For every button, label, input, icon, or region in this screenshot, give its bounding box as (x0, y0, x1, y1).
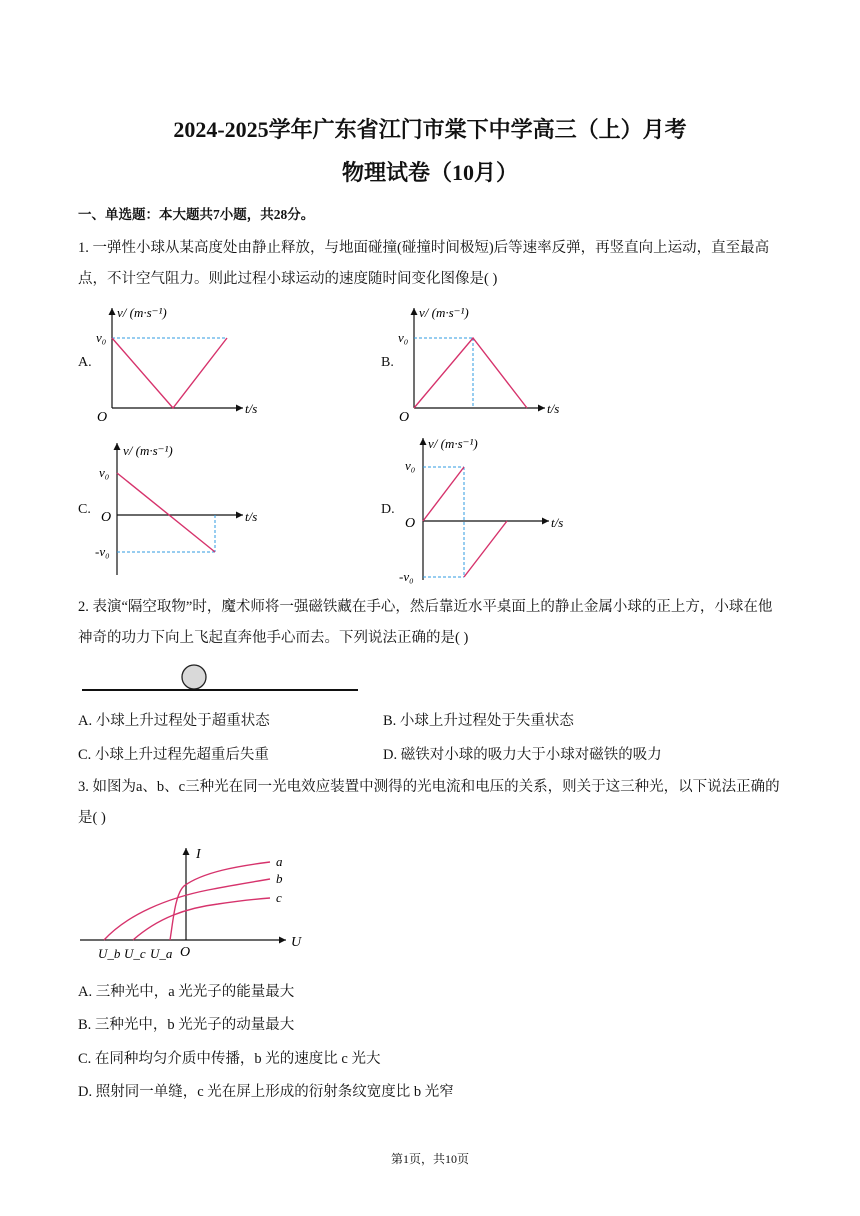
q1-graph-c (95, 435, 275, 580)
uc-label: U_c (124, 946, 146, 961)
q3-option-c: C. 在同种均匀介质中传播，b 光的速度比 c 光大 (78, 1051, 381, 1067)
q1-graph-d (397, 430, 577, 585)
v0-label: v₀ (96, 330, 107, 345)
y-axis-label: v/ (m·s⁻¹) (117, 305, 167, 320)
velocity-line (112, 338, 227, 408)
neg-v0-label: -v₀ (399, 569, 414, 584)
velocity-line-rising (423, 467, 464, 521)
q3-option-d: D. 照射同一单缝，c 光在屏上形成的衍射条纹宽度比 b 光窄 (78, 1084, 454, 1100)
curve-b-label: b (276, 871, 283, 886)
velocity-line (117, 473, 215, 552)
q1-option-b-label: B. (381, 355, 394, 370)
origin-label: O (180, 945, 191, 960)
q3-option-a: A. 三种光中，a 光光子的能量最大 (78, 984, 295, 1000)
velocity-line-rebound (464, 521, 507, 577)
origin-label: O (399, 410, 410, 425)
i-axis-label: I (196, 847, 201, 862)
v0-label: v₀ (99, 465, 110, 480)
ub-label: U_b (98, 946, 121, 961)
velocity-line (414, 338, 527, 408)
y-axis-label: v/ (m·s⁻¹) (419, 305, 469, 320)
x-axis-label: t/s (547, 401, 560, 416)
q2-option-c: C. 小球上升过程先超重后失重 (78, 747, 269, 763)
q2-option-a: A. 小球上升过程处于超重状态 (78, 713, 270, 729)
q2-option-d: D. 磁铁对小球的吸力大于小球对磁铁的吸力 (383, 747, 662, 763)
q2-ball-on-table-figure (82, 662, 360, 694)
curve-a-label: a (276, 854, 283, 869)
section-heading: 一、单选题：本大题共7小题，共28分。 (78, 207, 315, 222)
curve-a (170, 862, 270, 940)
q1-graph-b (397, 300, 577, 425)
v0-label: v₀ (405, 458, 416, 473)
q1-graph-a (95, 300, 275, 425)
q1-option-d-label: D. (381, 502, 395, 517)
question-3-text: 3. 如图为a、b、c三种光在同一光电效应装置中测得的光电流和电压的关系，则关于这三种光，以下说法正确的是( ) (78, 779, 780, 826)
q1-option-a-label: A. (78, 355, 92, 370)
y-axis-label: v/ (m·s⁻¹) (428, 436, 478, 451)
curve-b (104, 879, 270, 940)
curve-c (133, 898, 270, 940)
metal-ball (182, 665, 206, 689)
y-axis-label: v/ (m·s⁻¹) (123, 443, 173, 458)
x-axis-label: t/s (245, 509, 258, 524)
exam-title-line2: 物理试卷（10月） (341, 160, 518, 185)
origin-label: O (97, 410, 108, 425)
neg-v0-label: -v₀ (95, 544, 110, 559)
question-2-text: 2. 表演“隔空取物”时，魔术师将一强磁铁藏在手心，然后靠近水平桌面上的静止金属小球的正上方，小球在他神奇的功力下向上飞起直奔他手心而去。下列说法正确的是( ) (78, 599, 773, 646)
exam-title-line1: 2024-2025学年广东省江门市棠下中学高三（上）月考 (173, 117, 687, 142)
v0-label: v₀ (398, 330, 409, 345)
ua-label: U_a (150, 946, 173, 961)
x-axis-label: t/s (245, 401, 258, 416)
curve-c-label: c (276, 890, 282, 905)
q3-option-b: B. 三种光中，b 光光子的动量最大 (78, 1017, 295, 1033)
q3-photocurrent-graph (78, 842, 318, 967)
q1-option-c-label: C. (78, 502, 91, 517)
origin-label: O (101, 510, 112, 525)
origin-label: O (405, 516, 416, 531)
u-axis-label: U (291, 935, 302, 950)
page-footer: 第1页，共10页 (390, 1152, 469, 1166)
x-axis-label: t/s (551, 515, 564, 530)
q2-option-b: B. 小球上升过程处于失重状态 (383, 713, 574, 729)
question-1-text: 1. 一弹性小球从某高度处由静止释放，与地面碰撞(碰撞时间极短)后等速率反弹，再竖直向上运动，直至最高点，不计空气阻力。则此过程小球运动的速度随时间变化图像是( ) (78, 240, 770, 287)
